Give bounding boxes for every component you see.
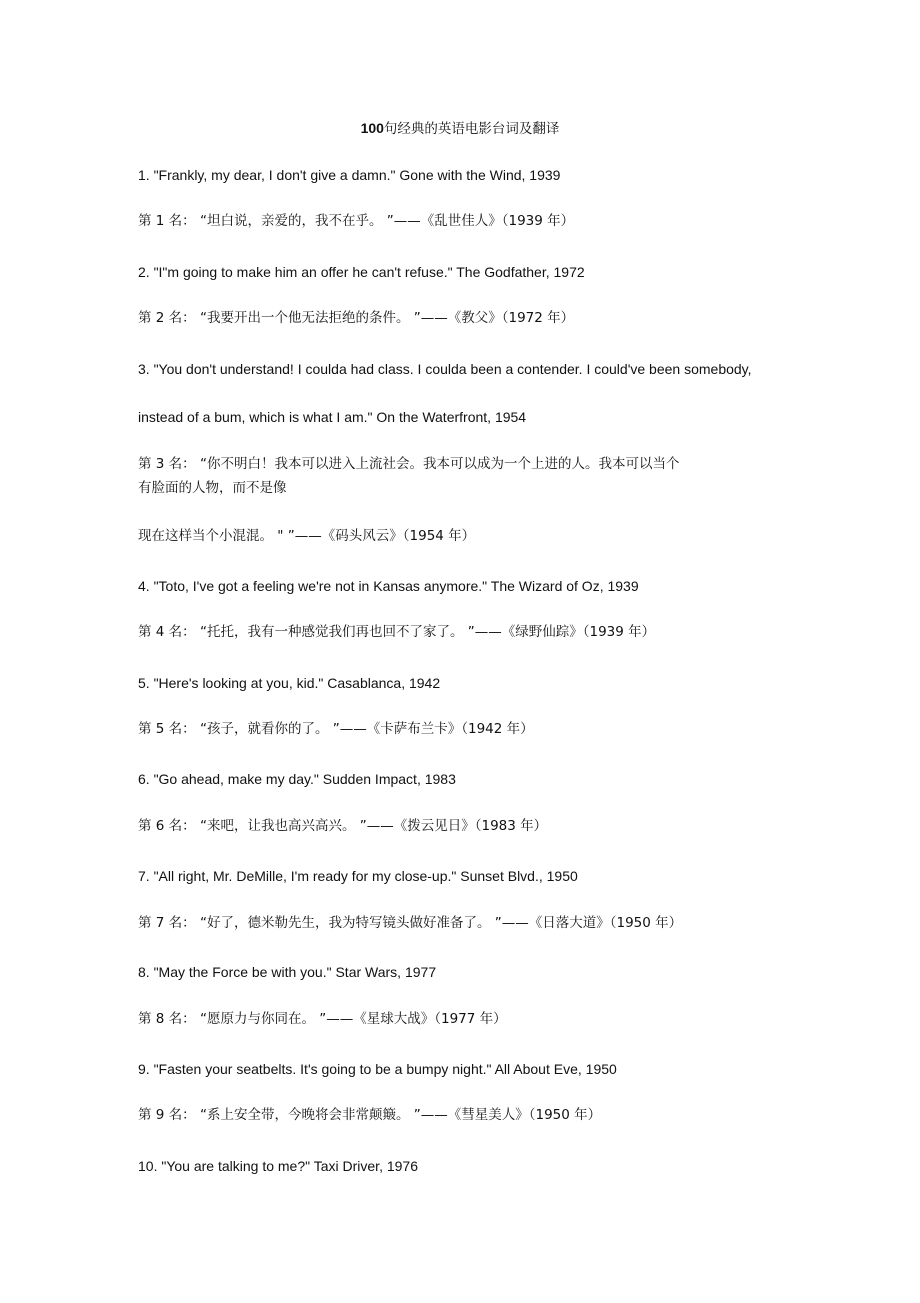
quote-9-english: 9. "Fasten your seatbelts. It's going to be a bumpy night." All About Eve, 1950	[138, 1061, 617, 1077]
quote-8-translation: 第 8 名： “愿原力与你同在。 ”——《星球大战》（1977 年）	[138, 1011, 507, 1027]
quote-1-english: 1. "Frankly, my dear, I don't give a damn." Gone with the Wind, 1939	[138, 167, 561, 183]
quote-2-translation: 第 2 名： “我要开出一个他无法拒绝的条件。 ”——《教父》（1972 年）	[138, 310, 575, 326]
quote-3-translation-line-2: 有脸面的人物，而不是像	[138, 480, 287, 496]
title-text: 句经典的英语电影台词及翻译	[383, 121, 560, 137]
quote-6-english: 6. "Go ahead, make my day." Sudden Impact, 1983	[138, 771, 456, 787]
quote-1-translation: 第 1 名： “坦白说，亲爱的，我不在乎。 ”——《乱世佳人》（1939 年）	[138, 213, 575, 229]
quote-4-english: 4. "Toto, I've got a feeling we're not in Kansas anymore." The Wizard of Oz, 1939	[138, 578, 639, 594]
quote-6-translation: 第 6 名： “来吧，让我也高兴高兴。 ”——《拨云见日》（1983 年）	[138, 818, 548, 834]
quote-3-translation-line-3: 现在这样当个小混混。 " ”——《码头风云》（1954 年）	[138, 528, 476, 544]
quote-5-english: 5. "Here's looking at you, kid." Casablanca, 1942	[138, 675, 441, 691]
quote-7-english: 7. "All right, Mr. DeMille, I'm ready for my close-up." Sunset Blvd., 1950	[138, 868, 578, 884]
quote-4-translation: 第 4 名： “托托，我有一种感觉我们再也回不了家了。 ”——《绿野仙踪》（1939 年）	[138, 624, 656, 640]
quote-9-translation: 第 9 名： “系上安全带，今晚将会非常颠簸。 ”——《彗星美人》（1950 年）	[138, 1107, 602, 1123]
quote-5-translation: 第 5 名： “孩子，就看你的了。 ”——《卡萨布兰卡》（1942 年）	[138, 721, 534, 737]
quote-10-english: 10. "You are talking to me?" Taxi Driver, 1976	[138, 1158, 418, 1174]
quote-3-english-line-1: 3. "You don't understand! I coulda had class. I coulda been a contender. I could've been somebody,	[138, 361, 752, 377]
quote-3-english-line-2: instead of a bum, which is what I am." On the Waterfront, 1954	[138, 409, 527, 425]
document-title	[0, 117, 920, 137]
quote-3-translation-line-1: 第 3 名： “你不明白！我本可以进入上流社会。我本可以成为一个上进的人。我本可以当个	[138, 456, 680, 472]
quote-8-english: 8. "May the Force be with you." Star Wars, 1977	[138, 964, 437, 980]
title-number: 100	[360, 120, 384, 136]
quote-7-translation: 第 7 名： “好了，德米勒先生，我为特写镜头做好准备了。 ”——《日落大道》（1950 年）	[138, 915, 683, 931]
quote-2-english: 2. "I"m going to make him an offer he can't refuse." The Godfather, 1972	[138, 264, 585, 280]
